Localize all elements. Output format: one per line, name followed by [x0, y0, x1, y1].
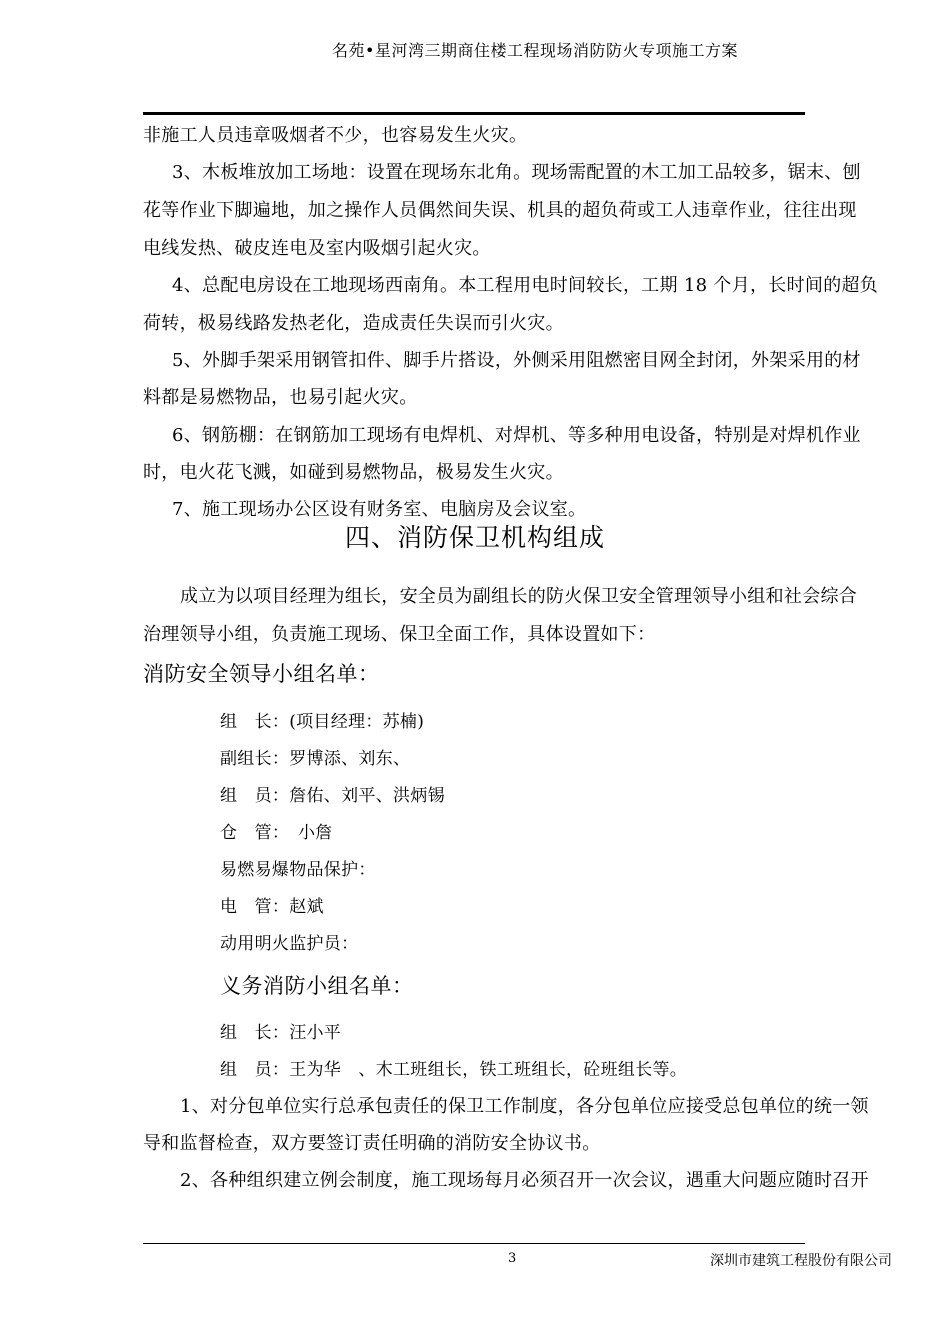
- leadership-list-item: 副组长：罗博添、刘东、: [220, 749, 411, 769]
- leadership-list-item: 电 管：赵斌: [220, 897, 324, 917]
- body-paragraph-line: 3、木板堆放加工场地：设置在现场东北角。现场需配置的木工加工品较多，锯末、刨: [172, 162, 861, 183]
- page-number: 3: [508, 1251, 517, 1266]
- page-header-title: 名苑•星河湾三期商住楼工程现场消防防火专项施工方案: [332, 41, 738, 60]
- rule-paragraph-line: 导和监督检查，双方要签订责任明确的消防安全协议书。: [143, 1133, 601, 1154]
- leadership-list-item: 仓 管： 小詹: [220, 823, 333, 843]
- section-intro-line: 成立为以项目经理为组长，安全员为副组长的防火保卫安全管理领导小组和社会综合: [180, 586, 858, 607]
- rule-paragraph-line: 1、对分包单位实行总承包责任的保卫工作制度，各分包单位应接受总包单位的统一领: [180, 1096, 869, 1117]
- leadership-list-item: 组 长：(项目经理：苏楠): [220, 712, 425, 732]
- footer-rule: [143, 1243, 805, 1244]
- body-paragraph-line: 料都是易燃物品，也易引起火灾。: [143, 387, 418, 408]
- body-paragraph-line: 6、钢筋棚：在钢筋加工现场有电焊机、对焊机、等多种用电设备，特别是对焊机作业: [172, 425, 861, 446]
- body-paragraph-line: 花等作业下脚遍地，加之操作人员偶然间失误、机具的超负荷或工人违章作业，往往出现: [143, 200, 857, 221]
- rule-paragraph-line: 2、各种组织建立例会制度，施工现场每月必须召开一次会议，遇重大问题应随时召开: [180, 1170, 869, 1191]
- volunteer-list-item: 组 长：汪小平: [220, 1023, 342, 1043]
- company-name: 深圳市建筑工程股份有限公司: [710, 1253, 892, 1269]
- leadership-list-item: 组 员：詹佑、刘平、洪炳锡: [220, 786, 445, 806]
- body-paragraph-line: 非施工人员违章吸烟者不少，也容易发生火灾。: [143, 125, 528, 146]
- leadership-list-item: 易燃易爆物品保护：: [220, 860, 376, 880]
- volunteer-list-title: 义务消防小组名单：: [220, 974, 414, 998]
- volunteer-list-item: 组 员：王为华 、木工班组长，铁工班组长，砼班组长等。: [220, 1060, 688, 1080]
- body-paragraph-line: 5、外脚手架采用钢管扣件、脚手片搭设，外侧采用阻燃密目网全封闭，外架采用的材: [172, 350, 861, 371]
- section-intro-line: 治理领导小组，负责施工现场、保卫全面工作，具体设置如下：: [143, 624, 656, 645]
- section-heading: 四、消防保卫机构组成: [344, 523, 605, 552]
- body-paragraph-line: 4、总配电房设在工地现场西南角。本工程用电时间较长，工期 18 个月，长时间的超负: [172, 275, 879, 296]
- leadership-list-title: 消防安全领导小组名单：: [143, 662, 380, 686]
- body-paragraph-line: 电线发热、破皮连电及室内吸烟引起火灾。: [143, 238, 491, 259]
- header-rule: [143, 112, 805, 115]
- body-paragraph-line: 7、施工现场办公区设有财务室、电脑房及会议室。: [172, 499, 587, 520]
- body-paragraph-line: 时，电火花飞溅，如碰到易燃物品，极易发生火灾。: [143, 462, 564, 483]
- leadership-list-item: 动用明火监护员：: [220, 934, 359, 954]
- body-paragraph-line: 荷转，极易线路发热老化，造成责任失误而引火灾。: [143, 313, 564, 334]
